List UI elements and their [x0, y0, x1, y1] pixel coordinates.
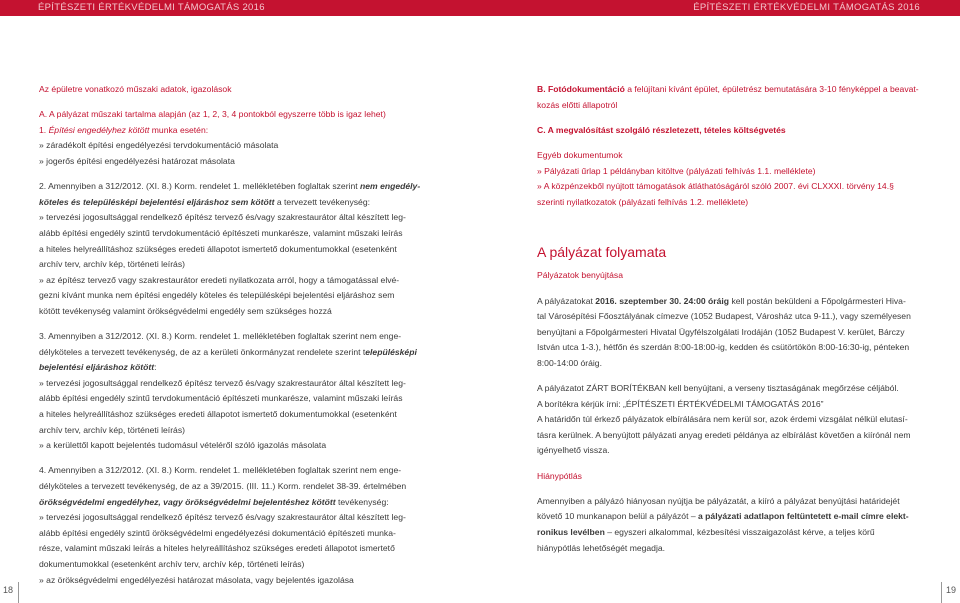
list-item: kötött tevékenység valamint örökségvédelmi engedély sem szükséges hozzá	[39, 305, 332, 316]
section-b-line2: kozás előtti állapotról	[537, 99, 618, 110]
list-item: alább építési engedély szintű tervdokumentáció építészeti munkarésze, valamint műszaki leírás	[39, 393, 403, 404]
right-column	[537, 82, 922, 556]
list-item: része, valamint műszaki leírás a hiteles helyreállításhoz szükséges eredeti állapotot ismertető	[39, 543, 395, 554]
paragraph-line: István utca 1-3.), hétfőn és szerdán 8:00-18:00-ig, kedden és csütörtökön 8:00-16:30-ig, pénteken	[537, 342, 910, 353]
page-number-left: 18	[3, 585, 14, 595]
header-bar-left	[0, 0, 480, 16]
section-b-line1	[537, 82, 922, 98]
section-2-line2	[39, 195, 434, 211]
list-item: » záradékolt építési engedélyezési tervdokumentáció másolata	[39, 140, 279, 151]
section-1-num: 1.	[39, 124, 49, 135]
section-1-title	[39, 123, 434, 139]
paragraph-line: igényelhető vissza.	[537, 445, 610, 456]
left-column	[39, 82, 434, 588]
section-b-title: B. Fotódokumentáció	[537, 84, 625, 94]
list-item: » jogerős építési engedélyezési határozat másolata	[39, 155, 235, 166]
section-3-emph2: bejelentési eljáráshoz kötött	[39, 362, 155, 373]
deficiency-bold1: a pályázati adatlapon feltüntetett e-mail címre elekt-	[698, 511, 909, 522]
page-number-right: 19	[945, 585, 956, 595]
submission-deadline: 2016. szeptember 30. 24:00 óráig	[595, 295, 730, 306]
section-3-text: délyköteles a tervezett tevékenység, de az a kerületi önkormányzat rendelete szerint t	[39, 346, 366, 357]
list-item: » tervezési jogosultsággal rendelkező építész tervező és/vagy szakrestaurátor által készített leg-	[39, 512, 406, 523]
list-item: » a kerülettől kapott bejelentés tudomásul vételéről szóló igazolás másolata	[39, 440, 327, 451]
paragraph-line: A pályázatot ZÁRT BORÍTÉKBAN kell benyújtani, a verseny tisztaságának megőrzése céljából.	[537, 383, 899, 394]
submission-title: Pályázatok benyújtása	[537, 270, 623, 281]
other-docs-title: Egyéb dokumentumok	[537, 149, 623, 160]
list-item: » A közpénzekből nyújtott támogatások átláthatóságáról szóló 2007. évi CLXXXI. törvény 14.§	[537, 181, 894, 192]
list-item: » tervezési jogosultsággal rendelkező építész tervező és/vagy szakrestaurátor által készített leg-	[39, 212, 406, 223]
footer-divider-right	[941, 582, 942, 603]
intro-heading: Az épületre vonatkozó műszaki adatok, igazolások	[39, 84, 232, 94]
section-a-title: A. A pályázat műszaki tartalma alapján (az 1, 2, 3, 4 pontokból egyszerre több is igaz lehet)	[39, 109, 386, 120]
paragraph-line: tal Városépítési Főosztályának címezve (1052 Budapest, Városház utca 9-11.), vagy személyesen	[537, 311, 911, 322]
paragraph-line: benyújtani a Főpolgármesteri Hivatal Ügyfélszolgálati Irodáján (1052 Budapest V. kerület, Bárczy	[537, 326, 905, 337]
list-item: a hiteles helyreállításhoz szükséges eredeti állapotot ismertető dokumentumokkal (esetenként	[39, 243, 397, 254]
section-4-line1: 4. Amennyiben a 312/2012. (XI. 8.) Korm. rendelet 1. mellékletében foglaltak szerint nem enge-	[39, 465, 402, 476]
list-item: » az építész tervező vagy szakrestaurátor eredeti nyilatkozata arról, hogy a támogatással elvé-	[39, 274, 400, 285]
list-item: szerinti nyilatkozatok (pályázati felhívás 1.2. melléklete)	[537, 196, 749, 207]
deficiency-text-b: követő 10 munkanapon belül a pályázót –	[537, 511, 699, 522]
section-2-line1	[39, 179, 434, 195]
list-item: archív terv, archív kép, történeti leírás)	[39, 259, 185, 270]
section-3-emph1b: i	[414, 346, 417, 357]
section-3-line1: 3. Amennyiben a 312/2012. (XI. 8.) Korm. rendelet 1. mellékletében foglaltak szerint nem enge-	[39, 331, 402, 342]
section-heading-process: A pályázat folyamata	[537, 244, 667, 261]
section-4-text3: tevékenység:	[335, 496, 389, 507]
paragraph-line: tásra kerülnek. A benyújtott pályázati anyag eredeti példánya az elbírálást követően a kiírónál nem	[537, 429, 911, 440]
section-3-colon: :	[154, 362, 157, 373]
list-item: a hiteles helyreállításhoz szükséges eredeti állapotot ismertető dokumentumokkal (esetenként	[39, 409, 397, 420]
section-3-line2	[39, 345, 434, 361]
paragraph-line: 8:00-14:00 óráig.	[537, 357, 602, 368]
submission-text-c: kell postán beküldeni a Főpolgármesteri Hiva-	[729, 295, 906, 306]
deficiency-line1: Amennyiben a pályázó hiányosan nyújtja be pályázatát, a kiíró a pályázat benyújtási határidejét	[537, 495, 900, 506]
section-2-emph1: nem engedély-	[360, 181, 421, 192]
paragraph-line: A borítékra kérjük írni: „ÉPÍTÉSZETI ÉRTÉKVÉDELMI TÁMOGATÁS 2016”	[537, 398, 824, 409]
section-4-text2: értelmében	[360, 481, 407, 492]
section-c-title: C. A megvalósítást szolgáló részletezett, tételes költségvetés	[537, 124, 786, 135]
list-item: » tervezési jogosultsággal rendelkező építész tervező és/vagy szakrestaurátor által készített leg-	[39, 377, 406, 388]
deficiency-line4: hiánypótlás lehetőségét megadja.	[537, 542, 666, 553]
deficiency-line2	[537, 509, 922, 525]
section-4-line3	[39, 495, 434, 511]
header-bar-right	[480, 0, 960, 16]
list-item: archív terv, archív kép, történeti leírás)	[39, 424, 185, 435]
section-4-line2	[39, 479, 434, 495]
deficiency-bold2: ronikus levélben	[537, 527, 605, 538]
section-3-emph1: elepüléskép	[365, 346, 415, 357]
list-item: gezni kívánt munka nem építési engedély köteles és településképi bejelentési eljáráshoz sem	[39, 290, 395, 301]
list-item: » az örökségvédelmi engedélyezési határozat másolata, vagy bejelentés igazolása	[39, 574, 354, 585]
footer-divider-left	[18, 582, 19, 603]
section-4-emph: örökségvédelmi engedélyhez, vagy örökségvédelmi bejelentéshez kötött	[39, 496, 336, 507]
section-b-text: a felújítani kívánt épület, épületrész bemutatására 3-10 fényképpel a beavat-	[624, 84, 919, 94]
deficiency-line3	[537, 525, 922, 541]
header-title-left: ÉPÍTÉSZETI ÉRTÉKVÉDELMI TÁMOGATÁS 2016	[38, 2, 265, 13]
section-1-italic: Építési engedélyhez kötött	[48, 124, 150, 135]
section-1-rest: munka esetén:	[149, 124, 209, 135]
list-item: dokumentumokkal (esetenként archív terv, archív kép, történeti leírás)	[39, 559, 305, 569]
header-title-right: ÉPÍTÉSZETI ÉRTÉKVÉDELMI TÁMOGATÁS 2016	[693, 2, 920, 13]
list-item: alább építési engedély szintű örökségvédelmi engedélyezési dokumentáció építészeti munka-	[39, 527, 396, 538]
submission-text-a: A pályázatokat	[537, 295, 596, 306]
section-2-text: 2. Amennyiben a 312/2012. (XI. 8.) Korm. rendelet 1. mellékletében foglaltak szerint	[39, 181, 361, 192]
submission-line1	[537, 294, 922, 310]
deficiency-title: Hiánypótlás	[537, 470, 582, 481]
section-3-line3	[39, 360, 434, 376]
paragraph-line: A határidőn túl érkező pályázatok elbírálására nem kerül sor, azok érdemi vizsgálat nélkül elutasí-	[537, 414, 908, 425]
list-item: alább építési engedély szintű tervdokumentáció építészeti munkarésze, valamint műszaki leírás	[39, 227, 403, 238]
list-item: » Pályázati űrlap 1 példányban kitöltve (pályázati felhívás 1.1. melléklete)	[537, 165, 816, 176]
section-2-text2: a tervezett tevékenység:	[274, 196, 371, 207]
section-2-emph2: köteles és településképi bejelentési eljáráshoz sem kötött	[39, 196, 275, 207]
section-4-text: délyköteles a tervezett tevékenység, de az a 39/2015. (III. 11.) Korm. rendelet 38-39.	[39, 481, 361, 492]
deficiency-text-c: – egyszeri alkalommal, kézbesítési visszaigazolást kérve, a teljes körű	[604, 527, 875, 538]
